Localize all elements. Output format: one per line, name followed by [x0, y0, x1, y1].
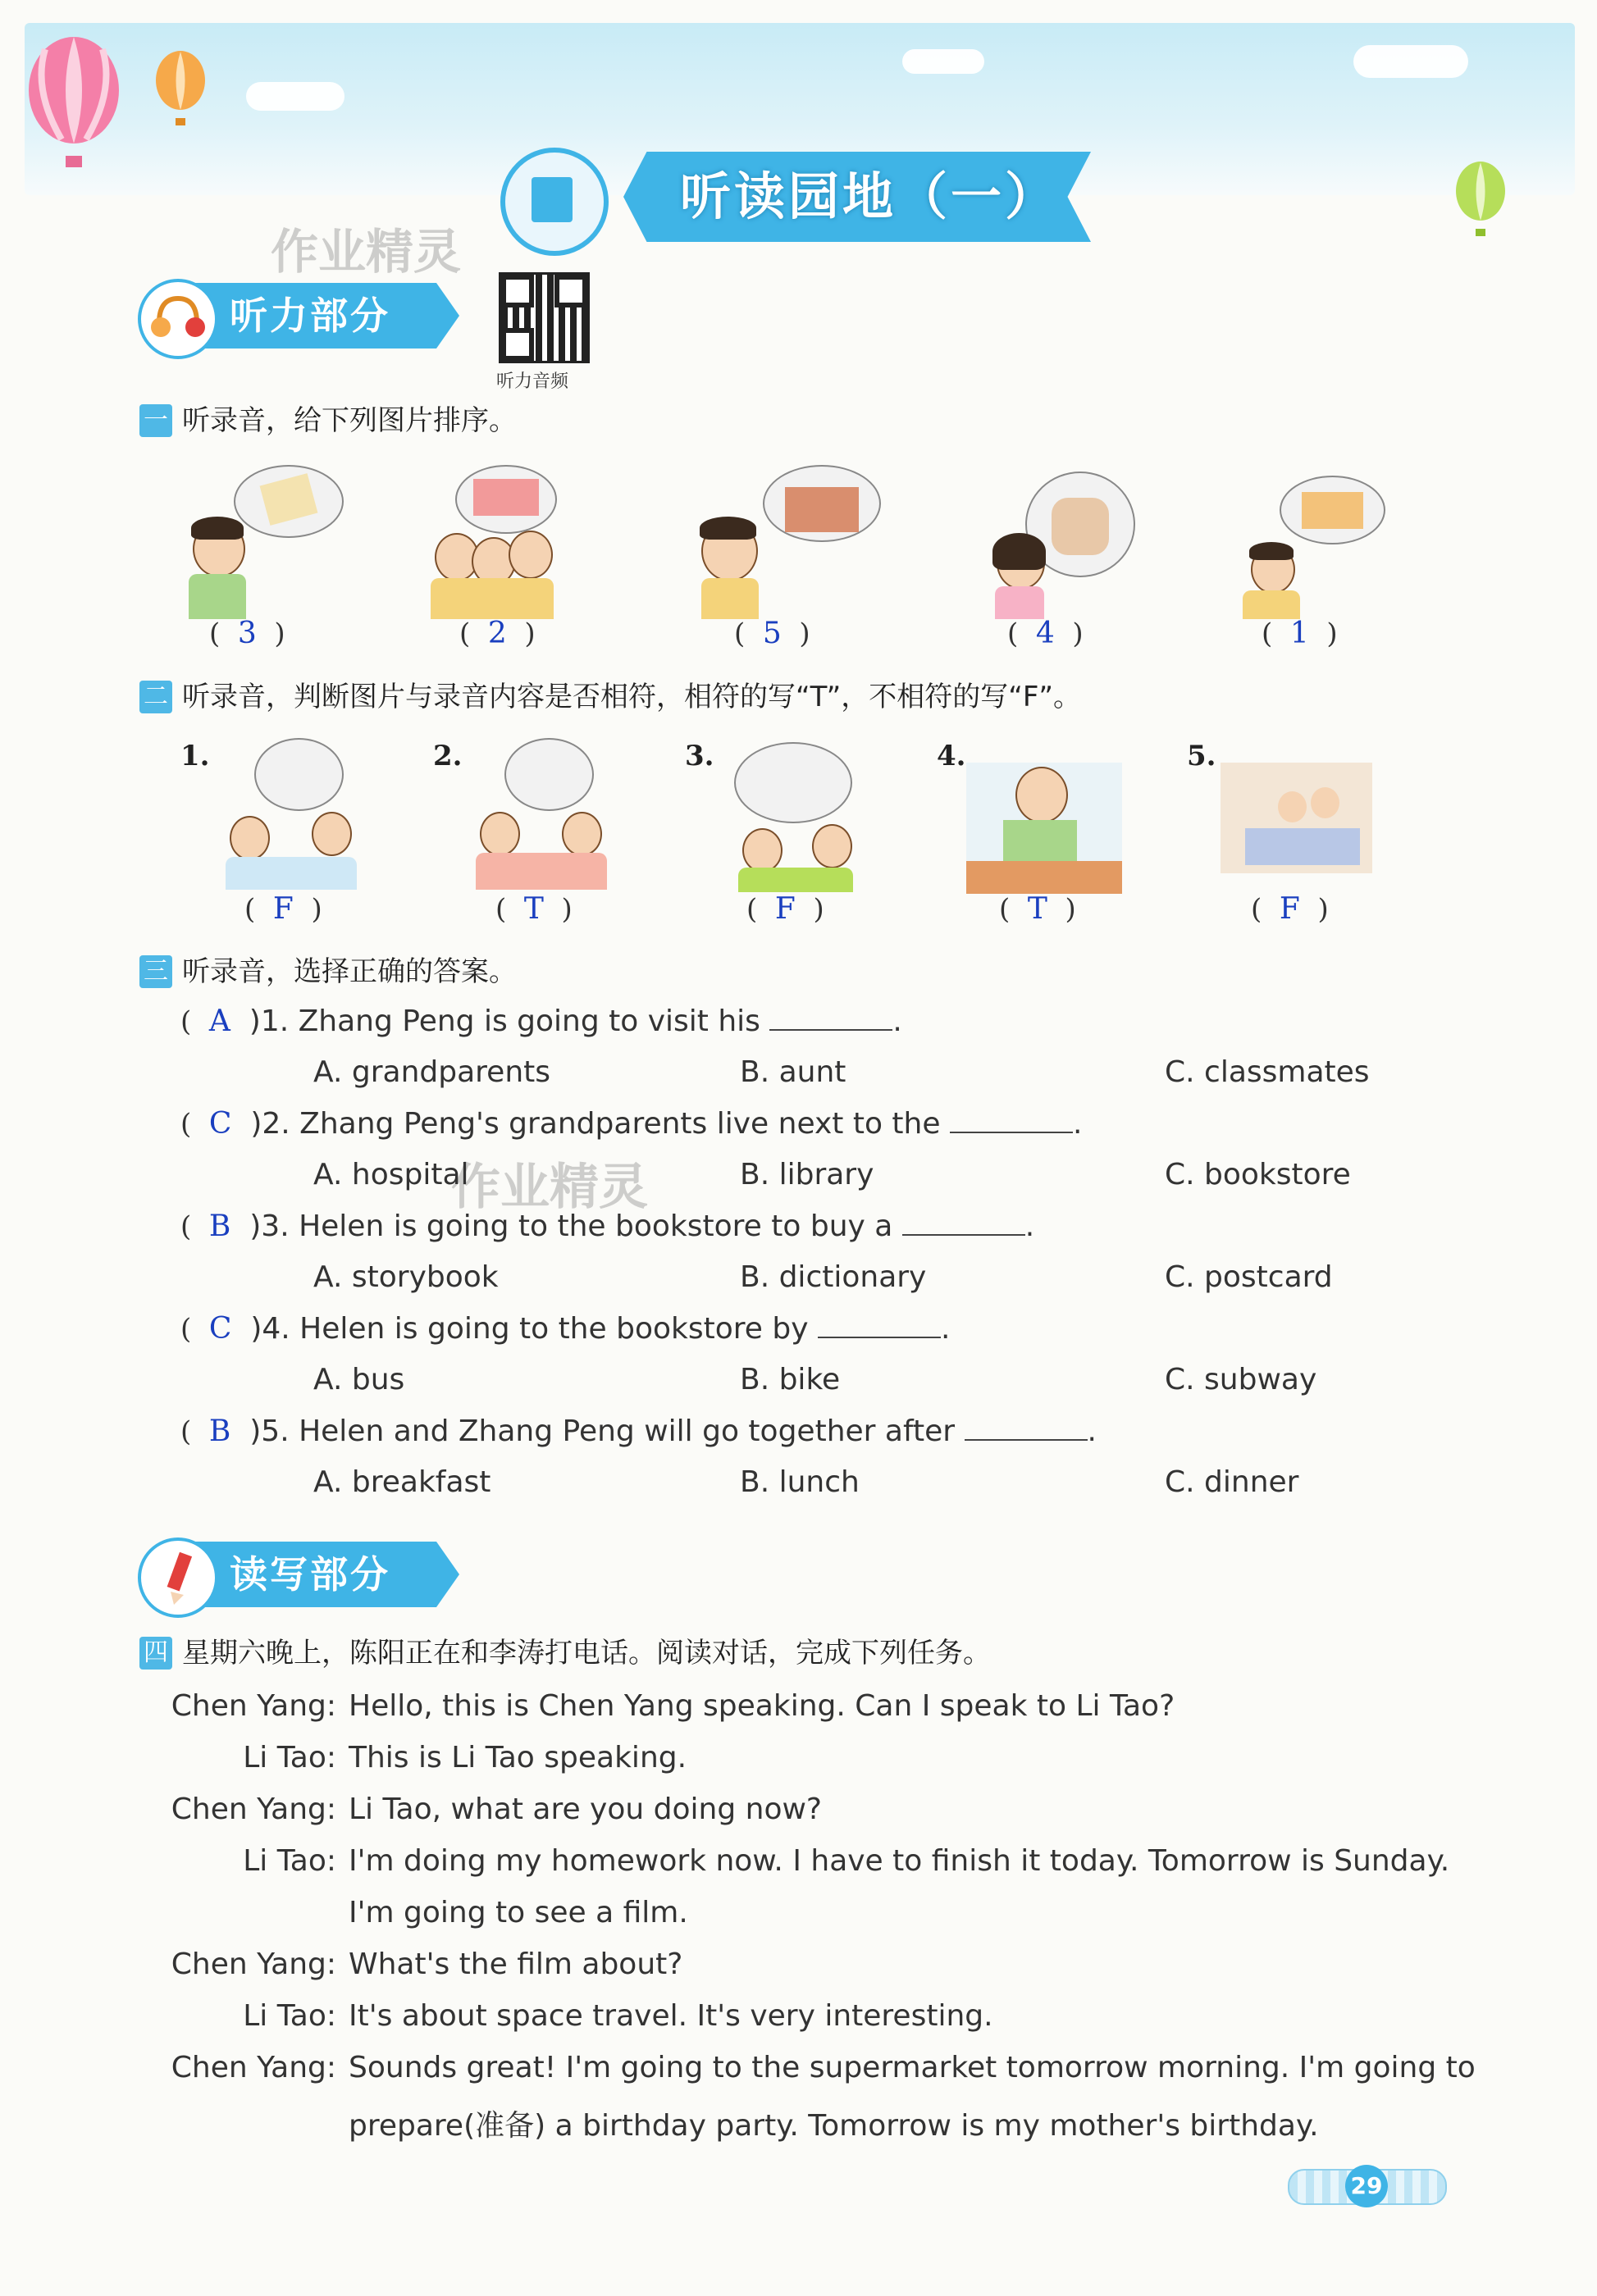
answer-blank[interactable]: ( 4 ): [1007, 617, 1084, 650]
answer-blank[interactable]: ( 2 ): [459, 617, 536, 650]
option-c[interactable]: C. bookstore: [1165, 1158, 1351, 1191]
speaker: Chen Yang:: [171, 1689, 336, 1723]
dialogue-line: Hello, this is Chen Yang speaking. Can I speak to Li Tao?: [349, 1689, 1175, 1723]
item-number: 5.: [1187, 740, 1216, 772]
watermark: 作业精灵: [451, 1159, 648, 1216]
speaker: Li Tao:: [243, 1999, 336, 2033]
cloud-decoration: [246, 82, 344, 111]
hot-air-balloon-icon: [1452, 160, 1509, 242]
classroom-art-image: [1221, 763, 1372, 873]
fill-blank[interactable]: [950, 1107, 1073, 1133]
speaker: Chen Yang:: [171, 2051, 336, 2084]
option-c[interactable]: C. classmates: [1165, 1055, 1370, 1089]
option-b[interactable]: B. library: [740, 1158, 874, 1191]
question-instruction: 听录音，给下列图片排序。: [182, 404, 517, 437]
speaker: Li Tao:: [243, 1844, 336, 1878]
question-instruction: 星期六晚上，陈阳正在和李涛打电话。阅读对话，完成下列任务。: [182, 1637, 991, 1670]
thought-bubble-image: [734, 742, 852, 823]
boy-at-desk-image: [966, 763, 1122, 894]
option-c[interactable]: C. dinner: [1165, 1465, 1299, 1499]
question-stem: ( C )2. Zhang Peng's grandparents live next to the .: [180, 1107, 1083, 1141]
hot-air-balloon-icon: [21, 33, 135, 172]
page-title: 听读园地（一）: [679, 166, 1059, 226]
option-a[interactable]: A. grandparents: [313, 1055, 551, 1089]
fill-blank[interactable]: [965, 1414, 1088, 1441]
item-number: 4.: [937, 740, 966, 772]
pencil-icon: [138, 1538, 218, 1618]
answer-blank[interactable]: ( 3 ): [209, 617, 285, 650]
page-number: 29: [1345, 2165, 1388, 2207]
question-number: 三: [139, 955, 172, 988]
item-number: 1.: [180, 740, 210, 772]
section-title-listening: 听力部分: [230, 294, 390, 338]
fill-blank[interactable]: [902, 1210, 1025, 1236]
answer-blank[interactable]: ( 5 ): [734, 617, 810, 650]
girl-figure: [742, 828, 783, 872]
cloud-decoration: [1353, 45, 1468, 78]
option-a[interactable]: A. storybook: [313, 1260, 499, 1294]
dialogue-line: I'm doing my homework now. I have to finish it today. Tomorrow is Sunday.: [349, 1844, 1450, 1878]
option-b[interactable]: B. dictionary: [740, 1260, 927, 1294]
dialogue-line: Li Tao, what are you doing now?: [349, 1793, 823, 1826]
option-a[interactable]: A. bus: [313, 1363, 405, 1396]
hot-air-balloon-icon: [152, 49, 209, 131]
girl-figure: [562, 812, 602, 856]
item-number: 3.: [685, 740, 714, 772]
answer-blank[interactable]: ( T ): [495, 892, 573, 926]
option-a[interactable]: A. hospital: [313, 1158, 469, 1191]
speaker: Chen Yang:: [171, 1947, 336, 1981]
q1-picture-row: [185, 455, 1415, 619]
thought-bubble-image: [504, 738, 594, 811]
headphones-icon: [138, 279, 218, 359]
dialogue-line: prepare(准备) a birthday party. Tomorrow is my mother's birthday.: [349, 2109, 1319, 2143]
question-stem: ( C )4. Helen is going to the bookstore by .: [180, 1312, 951, 1346]
dialogue-line: This is Li Tao speaking.: [349, 1741, 687, 1774]
qr-caption: 听力音频: [496, 371, 569, 392]
dialogue-line: What's the film about?: [349, 1947, 683, 1981]
thought-bubble-image: [1280, 476, 1385, 544]
fill-blank[interactable]: [769, 1004, 892, 1031]
children-figure: [509, 531, 553, 579]
fill-blank[interactable]: [818, 1312, 941, 1338]
speaker: Chen Yang:: [171, 1793, 336, 1826]
option-c[interactable]: C. postcard: [1165, 1260, 1333, 1294]
option-b[interactable]: B. bike: [740, 1363, 841, 1396]
answer-blank[interactable]: ( F ): [746, 892, 824, 926]
watermark: 作业精灵: [271, 224, 462, 280]
thought-bubble-image: [254, 738, 344, 811]
option-a[interactable]: A. breakfast: [313, 1465, 491, 1499]
question-number: 二: [139, 681, 172, 713]
answer-blank[interactable]: ( 1 ): [1262, 617, 1338, 650]
speaker: Li Tao:: [243, 1741, 336, 1774]
question-number: 四: [139, 1637, 172, 1670]
thought-bubble-image: [455, 465, 557, 534]
boy-figure: [480, 812, 520, 856]
headphone-book-icon: [500, 148, 609, 256]
question-number: 一: [139, 404, 172, 437]
option-b[interactable]: B. aunt: [740, 1055, 846, 1089]
question-instruction: 听录音，判断图片与录音内容是否相符，相符的写“T”，不相符的写“F”。: [182, 681, 1082, 713]
boy-figure: [812, 824, 852, 868]
answer-blank[interactable]: ( T ): [999, 892, 1076, 926]
answer-blank[interactable]: ( F ): [1251, 892, 1329, 926]
dialogue-line: It's about space travel. It's very interesting.: [349, 1999, 993, 2033]
cloud-decoration: [902, 49, 984, 74]
question-stem: ( B )3. Helen is going to the bookstore to buy a .: [180, 1210, 1035, 1243]
girl-figure: [312, 812, 352, 856]
item-number: 2.: [433, 740, 463, 772]
qr-code[interactable]: [499, 272, 590, 363]
boy-figure: [230, 816, 270, 860]
question-stem: ( A )1. Zhang Peng is going to visit his .: [180, 1004, 902, 1038]
thought-bubble-image: [763, 465, 881, 542]
option-c[interactable]: C. subway: [1165, 1363, 1317, 1396]
thought-bubble-image: [234, 465, 344, 538]
dialogue-line: I'm going to see a film.: [349, 1896, 688, 1929]
option-b[interactable]: B. lunch: [740, 1465, 860, 1499]
dialogue-line: Sounds great! I'm going to the supermarket tomorrow morning. I'm going to: [349, 2051, 1476, 2084]
question-stem: ( B )5. Helen and Zhang Peng will go together after .: [180, 1414, 1097, 1448]
question-instruction: 听录音，选择正确的答案。: [182, 955, 517, 988]
answer-blank[interactable]: ( F ): [244, 892, 322, 926]
section-title-reading: 读写部分: [230, 1552, 390, 1597]
